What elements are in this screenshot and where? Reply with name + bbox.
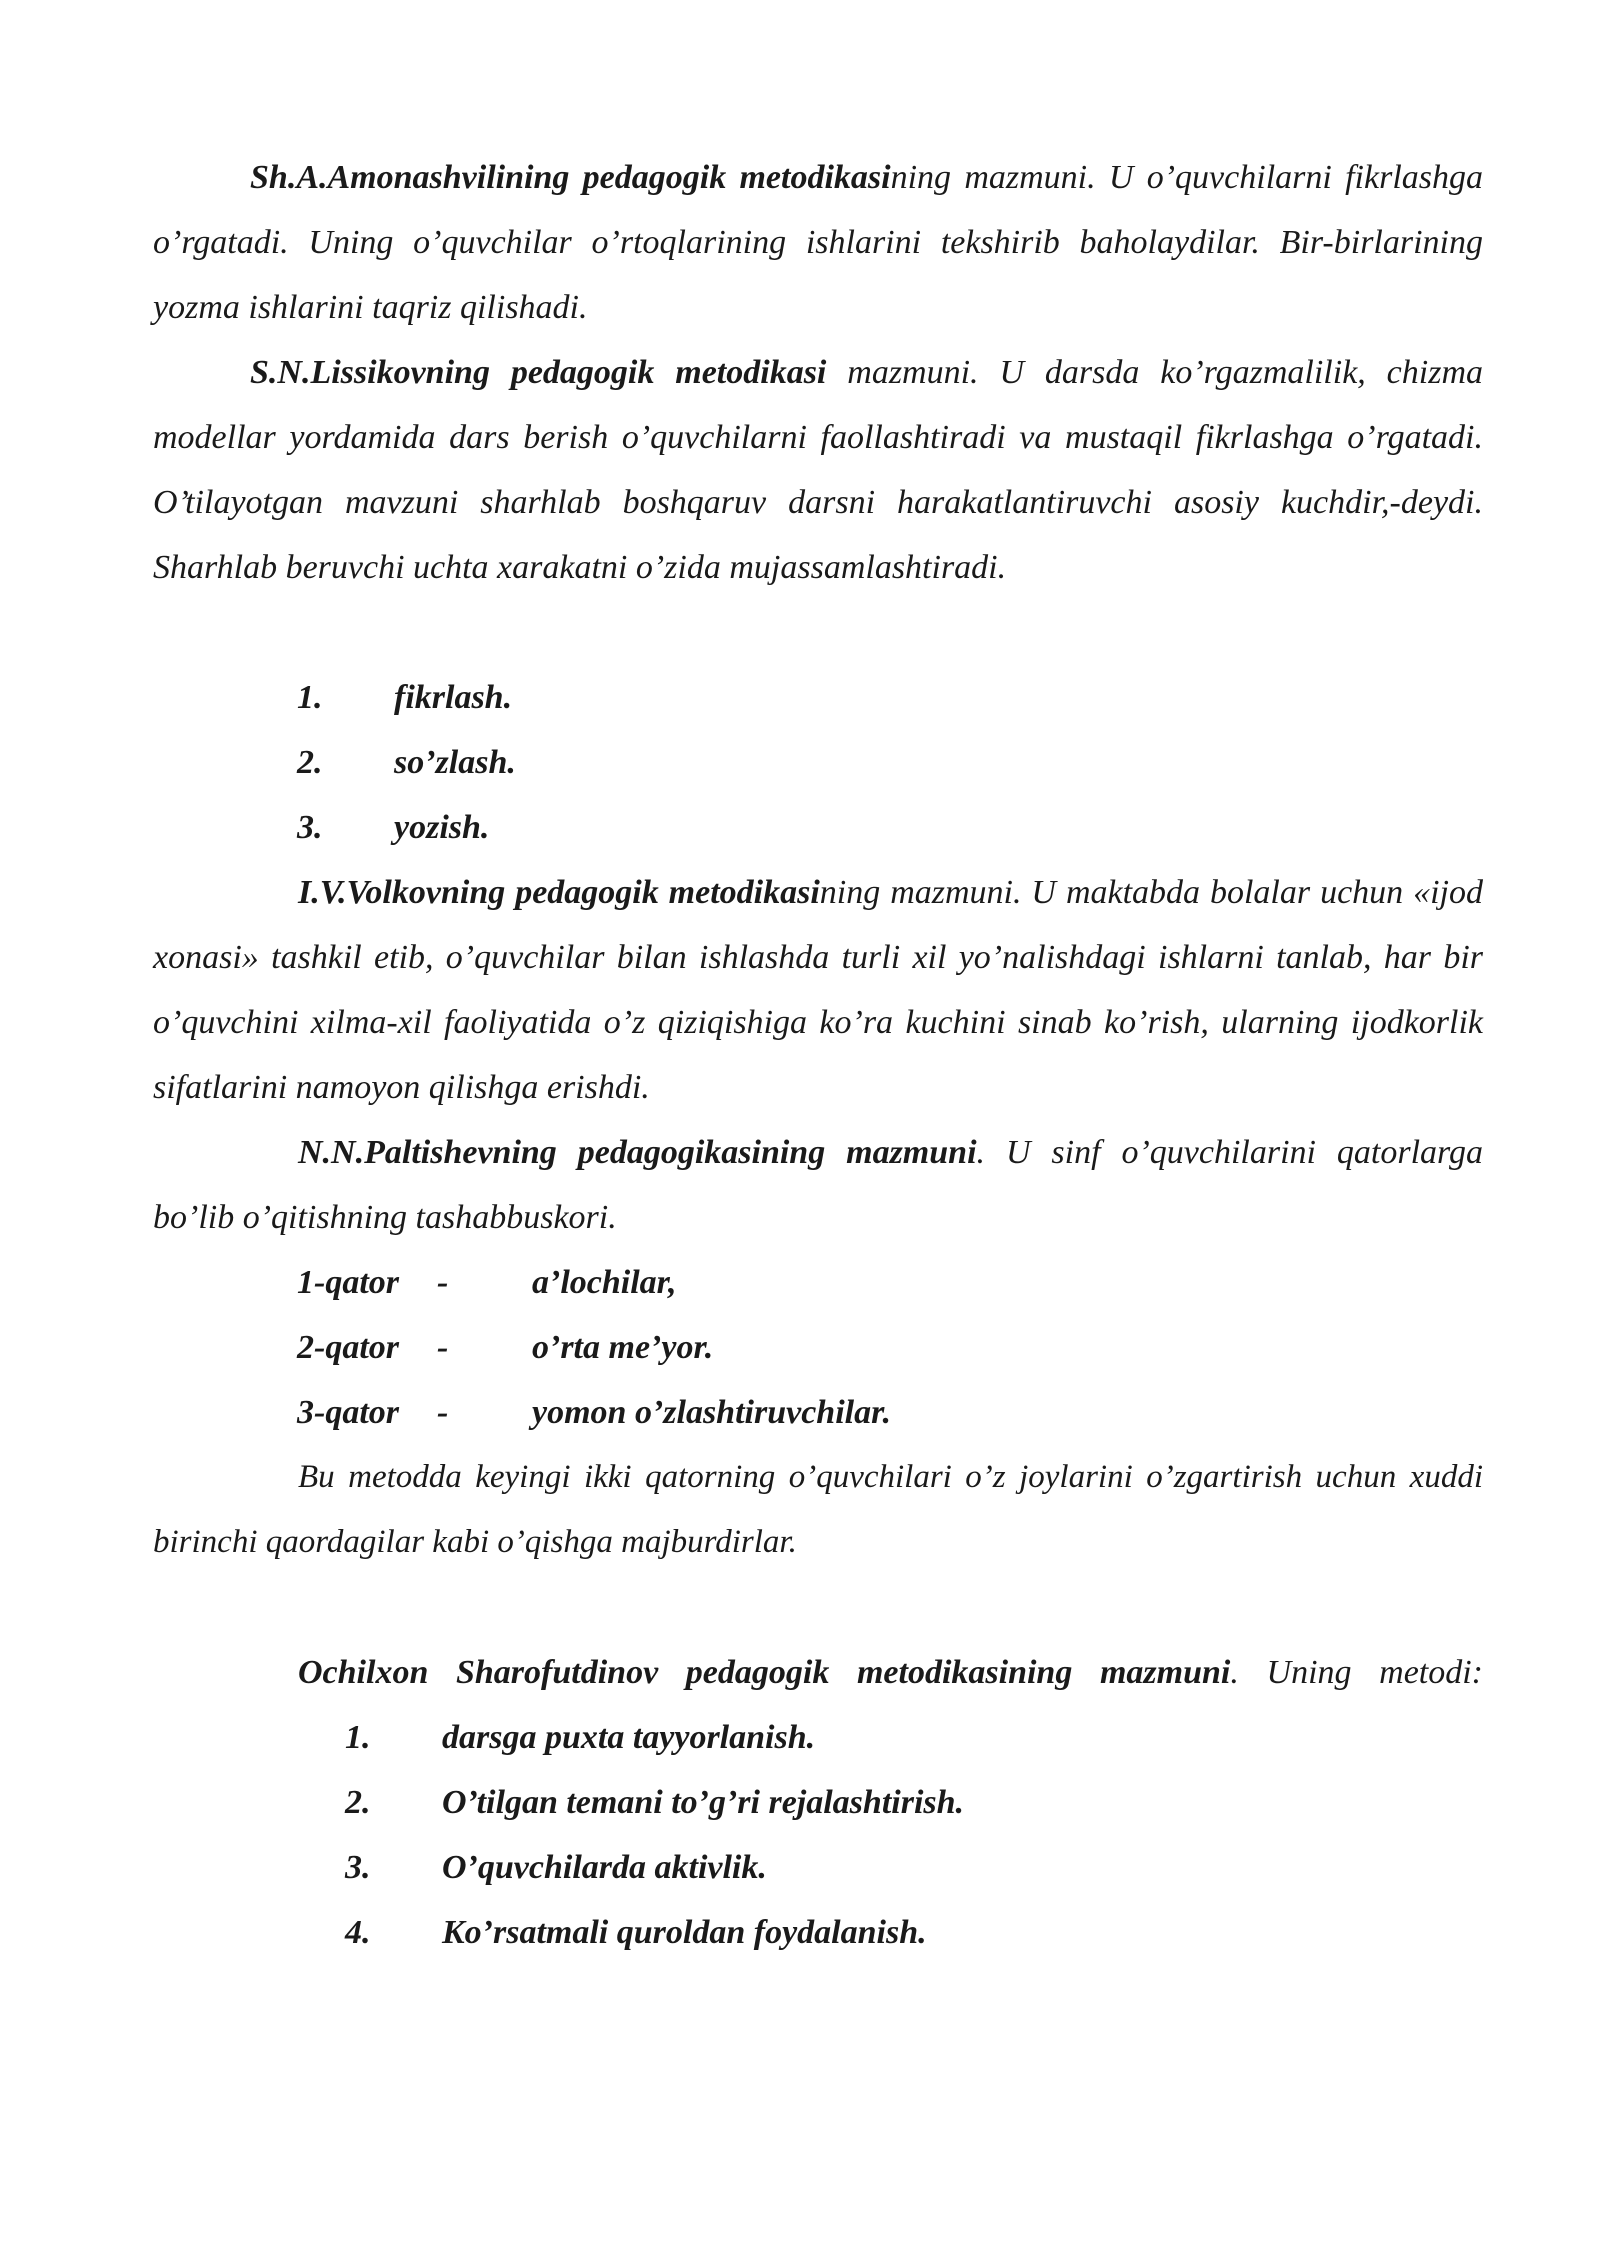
row-dash: - [437, 1264, 449, 1301]
paragraph-volkov [153, 860, 1483, 1120]
paragraph-heading: Ochilxon Sharofutdinov pedagogik metodikasining mazmuni [298, 1654, 1231, 1691]
paragraph-sharofutdinov [153, 1640, 1483, 1705]
list-text: so’zlash. [394, 744, 516, 781]
paragraph-method-note [153, 1445, 1483, 1575]
list-number: 3. [297, 809, 323, 846]
paragraph-heading: S.N.Lissikovning pedagogik metodikasi [250, 354, 827, 391]
list-text: darsga puxta tayyorlanish. [442, 1719, 816, 1756]
list-number: 4. [345, 1914, 371, 1951]
list-number: 3. [345, 1849, 371, 1886]
paragraph-body: ning mazmuni. U maktabda bolalar uchun «ijod xonasi» tashkil etib, o’quvchilar bilan ishlashda turli xil yo’nalishdagi ishlarni tanlab, har bir o’quvchini xilma-xil faoliyatida o’z qiziqishiga ko’ra kuchini sinab ko’rish, ularning ijodkorlik sifatlarini namoyon qilishga erishdi. [153, 874, 1483, 1106]
row-dash: - [437, 1394, 449, 1431]
paragraph-heading: Sh.A.Amonashvilining pedagogik metodikasi [250, 159, 891, 196]
paragraph-body: mazmuni. U darsda ko’rgazmalilik, chizma modellar yordamida dars berish o’quvchilarni faollashtiradi va mustaqil fikrlashga o’rgatadi. O’tilayotgan mavzuni sharhlab boshqaruv darsni harakatlantiruvchi asosiy kuchdir,-deydi. Sharhlab beruvchi uchta xarakatni o’zida mujassamlashtiradi. [153, 354, 1483, 586]
list-text: yozish. [394, 809, 490, 846]
list-text: fikrlash. [394, 679, 513, 716]
list-number: 2. [297, 744, 323, 781]
paragraph-amonashvili [153, 145, 1483, 340]
paragraph-body: ning mazmuni. U o’quvchilarni fikrlashga o’rgatadi. Uning o’quvchilar o’rtoqlarining ishlarini tekshirib baholaydilar. Bir-birlarining yozma ishlarini taqriz qilishadi. [153, 159, 1483, 326]
paragraph-paltishev [153, 1120, 1483, 1250]
list-number: 1. [297, 679, 323, 716]
paragraph-lissikov [153, 340, 1483, 600]
list-text: Ko’rsatmali quroldan foydalanish. [442, 1914, 927, 1951]
row-label: 3-qator [297, 1394, 399, 1431]
paragraph-body: Bu metodda keyingi ikki qatorning o’quvchilari o’z joylarini o’zgartirish uchun xuddi birinchi qaordagilar kabi o’qishga majburdirlar. [153, 1459, 1483, 1560]
paragraph-heading: N.N.Paltishevning pedagogikasining mazmuni [298, 1134, 977, 1171]
row-label: 2-qator [297, 1329, 399, 1366]
list-number: 2. [345, 1784, 371, 1821]
paragraph-heading: I.V.Volkovning pedagogik metodikasi [298, 874, 820, 911]
paragraph-body: . Uning metodi: [1230, 1654, 1484, 1691]
row-label: 1-qator [297, 1264, 399, 1301]
row-dash: - [437, 1329, 449, 1366]
list-text: O’tilgan temani to’g’ri rejalashtirish. [442, 1784, 965, 1821]
row-text: yomon o’zlashtiruvchilar. [532, 1394, 891, 1431]
row-text: o’rta me’yor. [532, 1329, 714, 1366]
list-number: 1. [345, 1719, 371, 1756]
paragraph-body: . U sinf o’quvchilarini qatorlarga bo’lib o’qitishning tashabbuskori. [153, 1134, 1483, 1236]
row-text: a’lochilar, [532, 1264, 677, 1301]
list-text: O’quvchilarda aktivlik. [442, 1849, 767, 1886]
